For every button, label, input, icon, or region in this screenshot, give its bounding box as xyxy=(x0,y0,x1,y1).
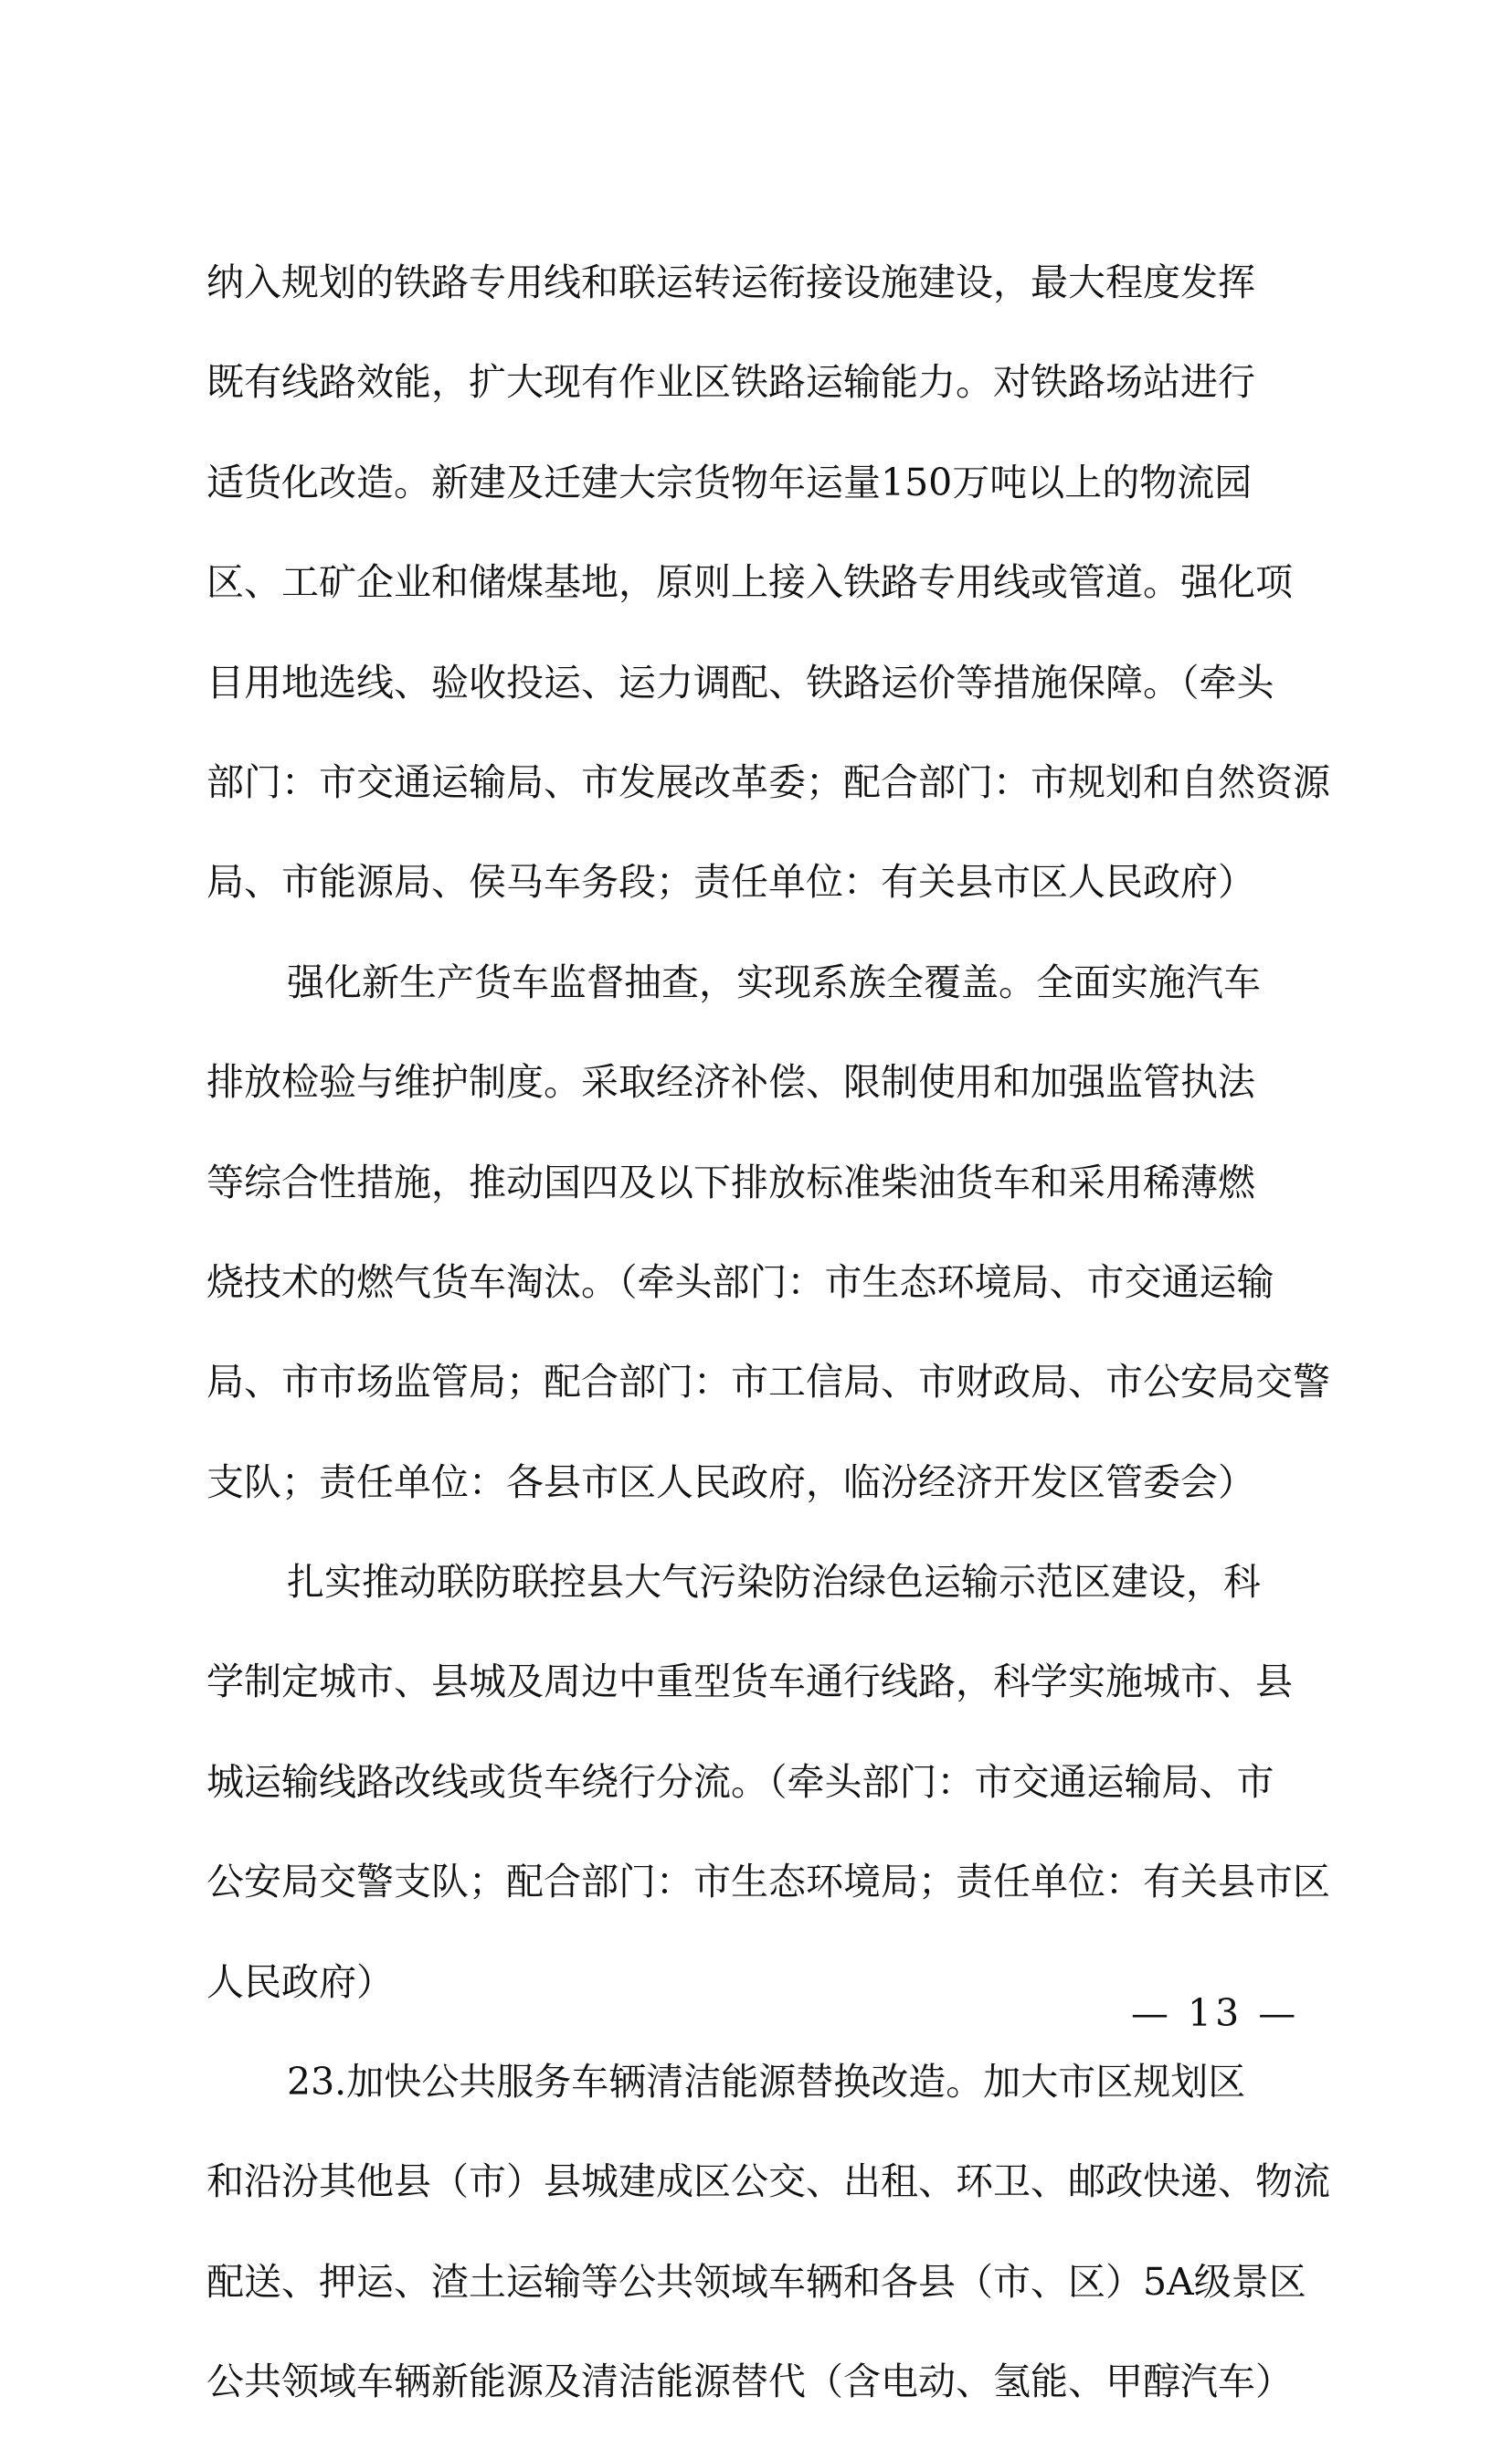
document-body xyxy=(206,239,1330,2439)
text-line: 等综合性措施，推动国四及以下排放标准柴油货车和采用稀薄燃 xyxy=(206,1160,1255,1204)
text-line: 烧技术的燃气货车淘汰。（牵头部门：市生态环境局、市交通运输 xyxy=(206,1259,1274,1304)
paragraph-start-line: 强化新生产货车监督抽查，实现系族全覆盖。全面实施汽车 xyxy=(287,960,1261,1004)
text-line: 目用地选线、验收投运、运力调配、铁路运价等措施保障。（牵头 xyxy=(206,660,1274,705)
text-line: 和沿汾其他县（市）县城建成区公交、出租、环卫、邮政快递、物流 xyxy=(206,2159,1330,2204)
paragraph-start-line: 扎实推动联防联控县大气污染防治绿色运输示范区建设，科 xyxy=(287,1560,1261,1605)
text-line: 局、市市场监管局；配合部门：市工信局、市财政局、市公安局交警 xyxy=(206,1360,1330,1405)
text-line: 适货化改造。新建及迁建大宗货物年运量150万吨以上的物流园 xyxy=(206,460,1253,504)
page-number: — 13 — xyxy=(1131,1991,1300,2035)
text-line: 排放检验与维护制度。采取经济补偿、限制使用和加强监管执法 xyxy=(206,1060,1255,1105)
text-line: 公安局交警支队；配合部门：市生态环境局；责任单位：有关县市区 xyxy=(206,1860,1330,1904)
text-line: 人民政府） xyxy=(206,1959,394,2004)
text-line: 区、工矿企业和储煤基地，原则上接入铁路专用线或管道。强化项 xyxy=(206,560,1293,605)
text-line: 部门：市交通运输局、市发展改革委；配合部门：市规划和自然资源 xyxy=(206,759,1330,804)
text-line: 既有线路效能，扩大现有作业区铁路运输能力。对铁路场站进行 xyxy=(206,360,1255,405)
text-line: 支队；责任单位：各县市区人民政府，临汾经济开发区管委会） xyxy=(206,1459,1255,1504)
numbered-paragraph-start-line: 23.加快公共服务车辆清洁能源替换改造。加大市区规划区 xyxy=(287,2060,1246,2105)
text-line: 配送、押运、渣土运输等公共领域车辆和各县（市、区）5A级景区 xyxy=(206,2259,1306,2304)
text-line: 纳入规划的铁路专用线和联运转运衔接设施建设，最大程度发挥 xyxy=(206,260,1255,304)
text-line: 公共领域车辆新能源及清洁能源替代（含电动、氢能、甲醇汽车） xyxy=(206,2359,1293,2404)
text-line: 城运输线路改线或货车绕行分流。（牵头部门：市交通运输局、市 xyxy=(206,1759,1274,1804)
text-line: 局、市能源局、侯马车务段；责任单位：有关县市区人民政府） xyxy=(206,860,1255,905)
text-line: 学制定城市、县城及周边中重型货车通行线路，科学实施城市、县 xyxy=(206,1660,1293,1704)
